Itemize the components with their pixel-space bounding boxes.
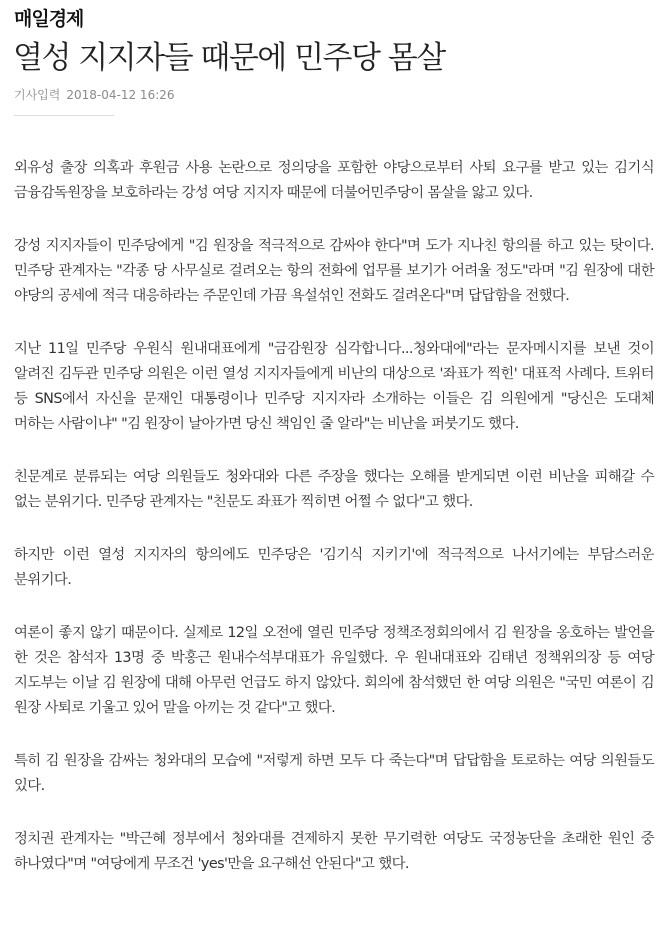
brand-logo[interactable]: 매일경제 xyxy=(14,8,84,30)
meta-date: 2018-04-12 16:26 xyxy=(66,88,175,102)
article-paragraph: 하지만 이런 열성 지지자의 항의에도 민주당은 '김기식 지키기'에 적극적으로 나서기에는 부담스러운 분위기다. xyxy=(14,547,654,588)
article-paragraph: 외유성 출장 의혹과 후원금 사용 논란으로 정의당을 포함한 야당으로부터 사퇴 요구를 받고 있는 김기식 금융감독원장을 보호하라는 강성 여당 지지자 때문에 더불어민주당이 몸살을 앓고 있다. xyxy=(14,160,654,201)
article-paragraph: 지난 11일 민주당 우원식 원내대표에게 "금감원장 심각합니다...청와대에"라는 문자메시지를 보낸 것이 알려진 김두관 민주당 의원은 이런 열성 지지자들에게 비난의 대상으로 '좌표가 찍힌' 대표적 사례다. 트위터 등 SNS에서 자신을 문재인 대통령이나 민주당 지지자라 소개하는 이들은 김 의원에게 "당신은 도대체 머하는 사람이냐" "김 원장이 날아가면 당신 책임인 줄 알라"는 비난을 퍼붓기도 했다. xyxy=(14,341,654,432)
article-body xyxy=(14,156,654,905)
article-paragraph: 강성 지지자들이 민주당에게 "김 원장을 적극적으로 감싸야 한다"며 도가 지나친 항의를 하고 있는 탓이다. 민주당 관계자는 "각종 당 사무실로 걸려오는 항의 전화에 업무를 보기가 어려울 정도"라며 "김 원장에 대한 야당의 공세에 적극 대응하라는 주문인데 가끔 욕설섞인 전화도 걸려온다"며 답답함을 전했다. xyxy=(14,238,654,304)
article-paragraph: 특히 김 원장을 감싸는 청와대의 모습에 "저렇게 하면 모두 다 죽는다"며 답답함을 토로하는 여당 의원들도 있다. xyxy=(14,753,654,794)
article-title: 열성 지지자들 때문에 민주당 몸살 xyxy=(13,40,445,76)
article-paragraph: 친문계로 분류되는 여당 의원들도 청와대와 다른 주장을 했다는 오해를 받게되면 이런 비난을 피해갈 수 없는 분위기다. 민주당 관계자는 "친문도 좌표가 찍히면 어쩔 수 없다"고 했다. xyxy=(14,469,654,510)
title-divider xyxy=(14,115,114,116)
article-meta xyxy=(14,86,175,104)
article-paragraph: 여론이 좋지 않기 때문이다. 실제로 12일 오전에 열린 민주당 정책조정회의에서 김 원장을 옹호하는 발언을 한 것은 참석자 13명 중 박홍근 원내수석부대표가 유일했다. 우 원내대표와 김태년 정책위의장 등 여당 지도부는 이날 김 원장에 대해 아무런 언급도 하지 않았다. 회의에 참석했던 한 여당 의원은 "국민 여론이 김 원장 사퇴로 기울고 있어 말을 아끼는 것 같다"고 했다. xyxy=(14,625,654,716)
meta-label: 기사입력 xyxy=(14,88,61,102)
article-paragraph: 정치권 관계자는 "박근혜 정부에서 청와대를 견제하지 못한 무기력한 여당도 국정농단을 초래한 원인 중 하나였다"며 "여당에게 무조건 'yes'만을 요구해선 안된다"고 했다. xyxy=(14,831,654,872)
